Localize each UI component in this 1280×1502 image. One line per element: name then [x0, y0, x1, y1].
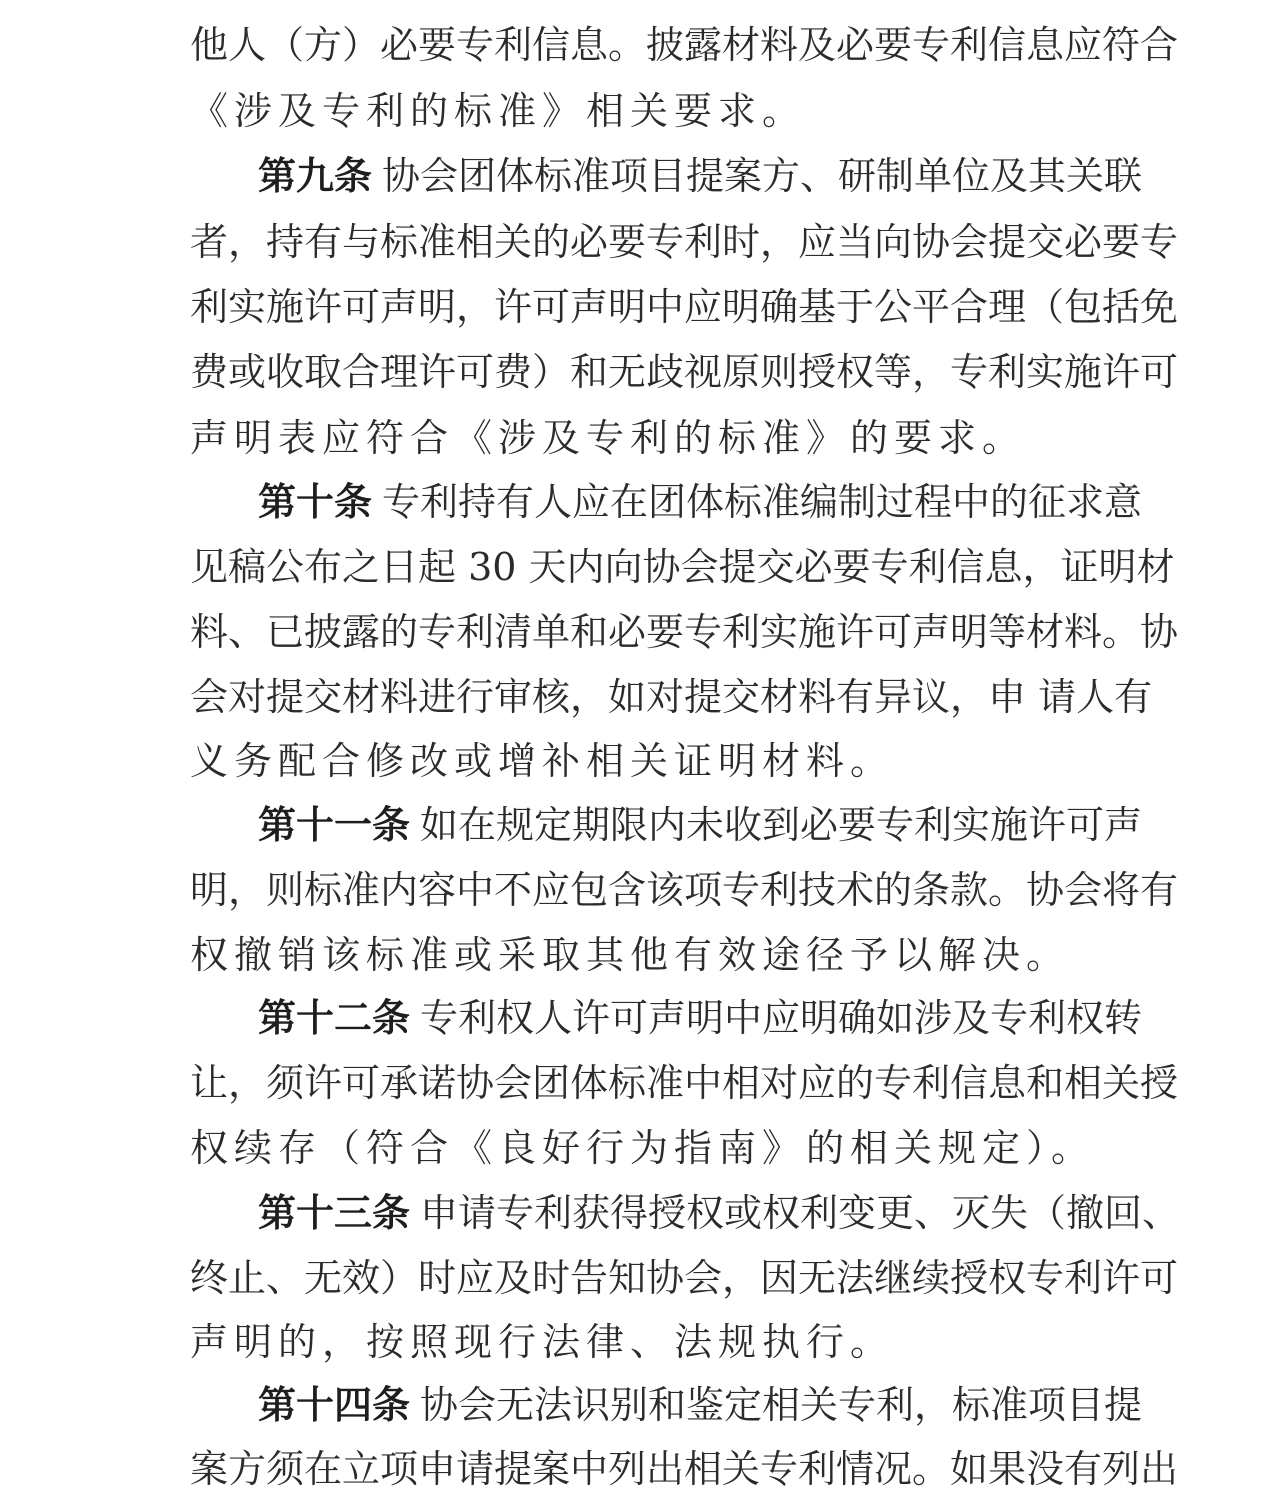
article-heading: 第十一条 — [258, 803, 411, 847]
text-line: 《涉及专利的标准》相关要求。 — [190, 89, 807, 133]
text-line: 案方须在立项申请提案中列出相关专利情况。如果没有列出 — [190, 1447, 1179, 1491]
text-line: 义务配合修改或增补相关证明材料。 — [190, 739, 895, 783]
text-line: 专利权人许可声明中应明确如涉及专利权转 — [420, 996, 1143, 1040]
text-line: 会对提交材料进行审核，如对提交材料有异议，申 请人有 — [190, 675, 1153, 719]
article-heading: 第十四条 — [258, 1383, 411, 1427]
article-heading: 第十三条 — [258, 1191, 411, 1235]
article-13-first-line — [258, 1180, 1181, 1246]
text-line: 费或收取合理许可费）和无歧视原则授权等，专利实施许可 — [190, 350, 1179, 394]
text-line: 协会团体标准项目提案方、研制单位及其关联 — [382, 154, 1143, 198]
text-line: 申请专利获得授权或权利变更、灭失（撤回、 — [420, 1191, 1181, 1235]
text-line: 权续存（符合《良好行为指南》的相关规定）。 — [190, 1126, 1096, 1170]
text-line: 利实施许可声明，许可声明中应明确基于公平合理（包括免 — [190, 285, 1179, 329]
text-line: 协会无法识别和鉴定相关专利，标准项目提 — [420, 1383, 1143, 1427]
article-9-first-line — [258, 143, 1143, 209]
text-line: 专利持有人应在团体标准编制过程中的征求意 — [382, 480, 1143, 524]
article-12-first-line — [258, 985, 1143, 1051]
text-line: 让，须许可承诺协会团体标准中相对应的专利信息和相关授 — [190, 1061, 1179, 1105]
article-heading: 第九条 — [258, 154, 373, 198]
text-line: 见稿公布之日起 30 天内向协会提交必要专利信息，证明材 — [190, 545, 1175, 589]
article-14-first-line — [258, 1372, 1143, 1438]
text-line: 他人（方）必要专利信息。披露材料及必要专利信息应符合 — [190, 23, 1179, 67]
text-line: 明，则标准内容中不应包含该项专利技术的条款。协会将有 — [190, 868, 1179, 912]
text-line: 声明的，按照现行法律、法规执行。 — [190, 1320, 895, 1364]
text-line: 者，持有与标准相关的必要专利时，应当向协会提交必要专 — [190, 220, 1179, 264]
article-11-first-line — [258, 792, 1143, 858]
text-line: 如在规定期限内未收到必要专利实施许可声 — [420, 803, 1143, 847]
article-heading: 第十二条 — [258, 996, 411, 1040]
article-heading: 第十条 — [258, 480, 373, 524]
text-line: 料、已披露的专利清单和必要专利实施许可声明等材料。协 — [190, 610, 1179, 654]
text-line: 权撤销该标准或采取其他有效途径予以解决。 — [190, 933, 1071, 977]
text-line: 终止、无效）时应及时告知协会，因无法继续授权专利许可 — [190, 1256, 1179, 1300]
text-line: 声明表应符合《涉及专利的标准》的要求。 — [190, 416, 1027, 460]
article-10-first-line — [258, 469, 1143, 535]
